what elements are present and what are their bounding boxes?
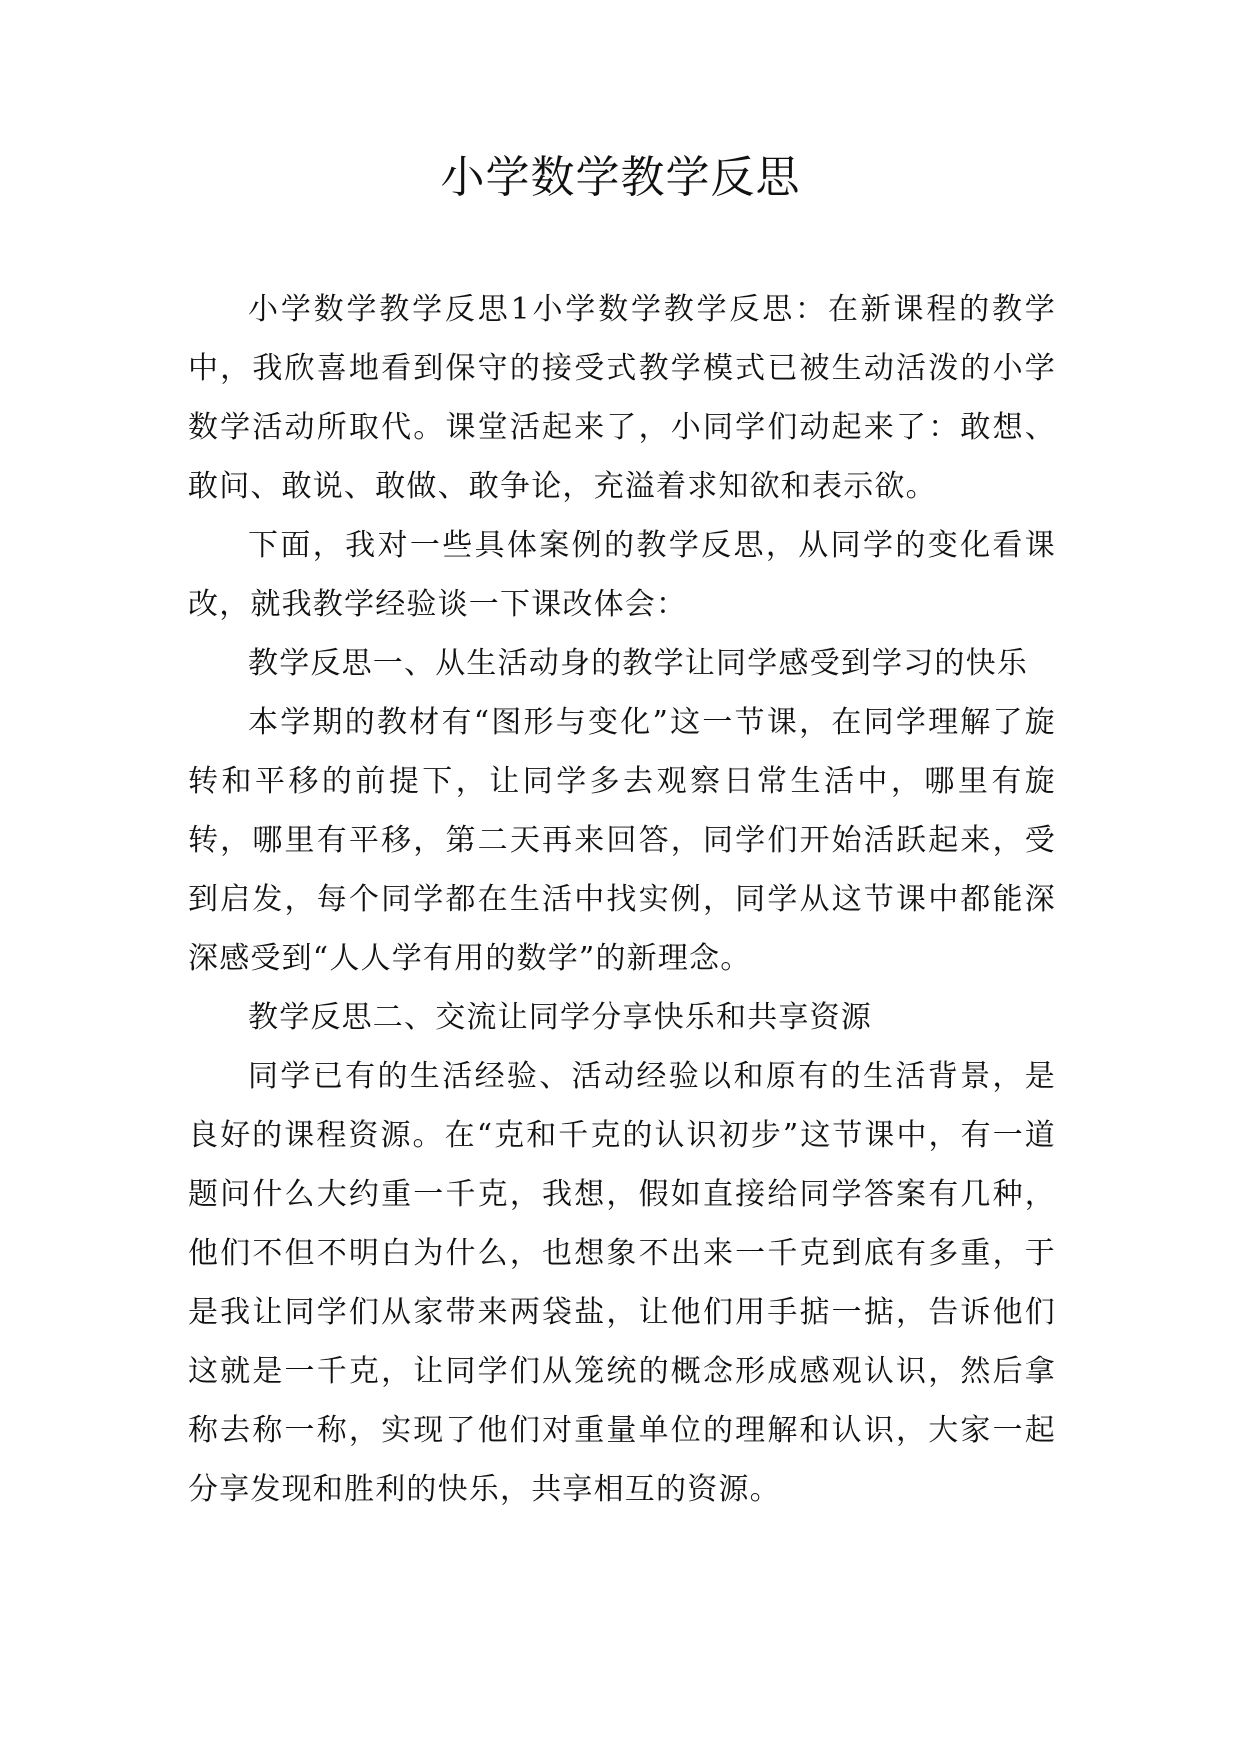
paragraph: 教学反思一、从生活动身的教学让同学感受到学习的快乐 (248, 646, 1028, 681)
paragraph: 教学反思二、交流让同学分享快乐和共享资源 (248, 1000, 872, 1035)
paragraph: 同学已有的生活经验、活动经验以和原有的生活背景，是良好的课程资源。在“克和千克的认识初步”这节课中，有一道题问什么大约重一千克，我想，假如直接给同学答案有几种，他们不但不明白为什么，也想象不出来一千克到底有多重，于是我让同学们从家带来两袋盐，让他们用手掂一掂，告诉他们这就是一千克，让同学们从笼统的概念形成感观认识，然后拿称去称一称，实现了他们对重量单位的理解和认识，大家一起分享发现和胜利的快乐，共享相互的资源。 (188, 1059, 1056, 1507)
document-title: 小学数学教学反思 (440, 152, 801, 203)
paragraph: 小学数学教学反思1小学数学教学反思：在新课程的教学中，我欣喜地看到保守的接受式教学模式已被生动活泼的小学数学活动所取代。课堂活起来了，小同学们动起来了：敢想、敢问、敢说、敢做、敢争论，充溢着求知欲和表示欲。 (188, 292, 1056, 504)
paragraph: 本学期的教材有“图形与变化”这一节课，在同学理解了旋转和平移的前提下，让同学多去观察日常生活中，哪里有旋转，哪里有平移，第二天再来回答，同学们开始活跃起来，受到启发，每个同学都在生活中找实例，同学从这节课中都能深深感受到“人人学有用的数学”的新理念。 (188, 705, 1056, 976)
document-body (188, 280, 1056, 1519)
paragraph: 下面，我对一些具体案例的教学反思，从同学的变化看课改，就我教学经验谈一下课改体会： (188, 528, 1056, 622)
